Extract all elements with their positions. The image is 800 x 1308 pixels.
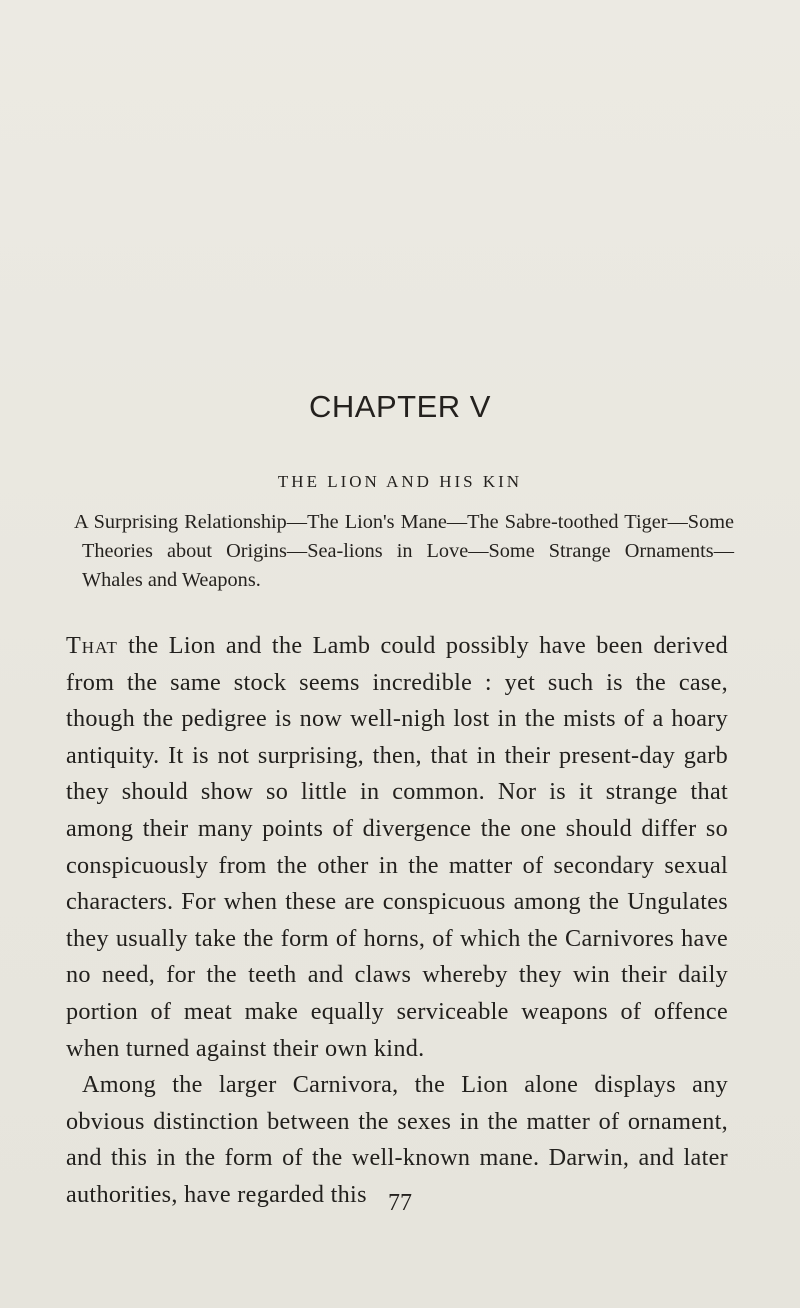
paragraph-1-text: the Lion and the Lamb could possibly have been derived from the same stock seems incredible : yet such is the case, though the pedigree is now well-nigh lost in the mists of a hoary antiquity. It is not surprising, then, that in their present-day garb they should show so little in common. Nor is it strange that among their many points of divergence the one should differ so conspicuously from the other in the matter of secondary sexual characters. For when these are conspicuous among the Ungulates they usually take the form of horns, of which the Carnivores have no need, for the teeth and claws whereby they win their daily portion of meat make equally serviceable weapons of offence when turned against their own kind.: [66, 632, 728, 1062]
chapter-subtitle: THE LION AND HIS KIN: [277, 472, 523, 491]
chapter-summary: A Surprising Relationship—The Lion's Mane—The Sabre-toothed Tiger—Some Theories about Origins—Sea-lions in Love—Some Strange Ornaments—Whales and Weapons.: [74, 511, 734, 591]
page-number: 77: [388, 1190, 412, 1216]
paragraph-1: [66, 628, 728, 1067]
paragraph-2: Among the larger Carnivora, the Lion alone displays any obvious distinction between the sexes in the matter of ornament, and this in the form of the well-known mane. Darwin, and later authorities, have regarded this: [66, 1071, 728, 1208]
lead-word: That: [66, 632, 118, 659]
chapter-heading: CHAPTER V: [309, 389, 491, 424]
body-text: [66, 628, 728, 1214]
